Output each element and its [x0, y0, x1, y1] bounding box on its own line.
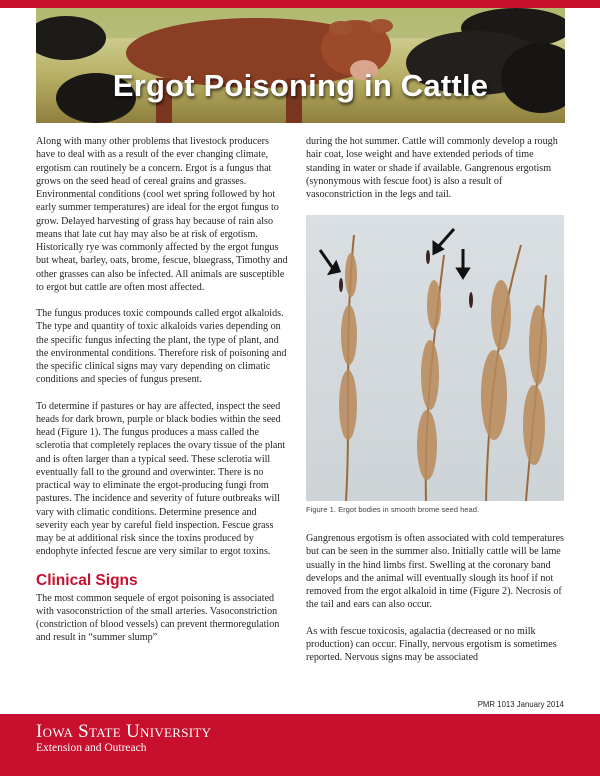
university-logo-text: Iowa State University [36, 721, 212, 742]
page-title: Ergot Poisoning in Cattle [112, 68, 489, 103]
intro-paragraph: Along with many other problems that livestock producers have to deal with as a result of the ever changing climate, ergotism can routinely be a concern. Ergot is a fungus that grows on the seed head of cereal grains and grasses. Environmental conditions (cool wet spring followed by hot early summer temperatures) are ideal for the ergot fungus to grow. Delayed harvesting of grass hay because of rain also means that late cut hay may also be at risk of ergotism. Historically rye was commonly affected by the ergot fungus but wheat, barley, oats, brome, fescue, bluegrass, Timothy and other grasses can also be infected. All animals are susceptible to ergot but cattle are often most affected. [36, 136, 288, 293]
top-accent-bar [0, 0, 600, 8]
inspection-paragraph: To determine if pastures or hay are affected, inspect the seed heads for dark brown, purple or black bodies within the seed head (Figure 1). The fungus produces a mass called the sclerotia that completely replaces the ovary tissue of the plant and is often larger than a typical seed. These sclerotia will eventually fall to the ground and overwinter. There is no practical way to eliminate the ergot-producing fungi from pastures. The incidence and severity of future outbreaks will vary with climatic conditions. Determine presence and severity each year by careful field inspection. Fescue grass may be at additional risk since the toxins produced by endophyte infected fescue are very similar to ergot toxins. [36, 400, 286, 558]
right-column-bottom [306, 532, 564, 677]
figure-1-caption: Figure 1. Ergot bodies in smooth brome seed head. [306, 505, 480, 514]
hero-banner [36, 8, 565, 123]
extension-outreach-text: Extension and Outreach [36, 742, 147, 754]
agalactia-paragraph: As with fescue toxicosis, agalactia (decreased or no milk production) can occur. Finally, nervous ergotism is sometimes reported. Nervous signs may be associated [306, 625, 557, 663]
brome-seed-head-photo [306, 215, 564, 501]
alkaloids-paragraph: The fungus produces toxic compounds called ergot alkaloids. The type and quantity of toxic alkaloids varies depending on the specific fungus infecting the plant, the type of plant, and the environmental conditions. Therefore risk of poisoning and the specific clinical signs may vary depending on climatic conditions and species of fungus present. [36, 308, 287, 386]
gangrenous-paragraph: Gangrenous ergotism is often associated with cold temperatures but can be seen in the summer also. Initially cattle will be lame usually in the hind limbs first. Swelling at the coronary band develops and the animal will eventually slough its hoof if not removed from the ergot alkaloid in time (Figure 2). Necrosis of the tail and ears can also occur. [306, 533, 564, 611]
clinical-signs-paragraph: The most common sequele of ergot poisoning is associated with vasoconstriction of the small arteries. Vasoconstriction (constriction of blood vessels) can prevent thermoregulation and result in “summer slump” [36, 592, 280, 644]
publication-code: PMR 1013 January 2014 [477, 700, 564, 709]
footer-bar [0, 714, 600, 776]
clinical-signs-heading: Clinical Signs [36, 571, 138, 589]
arrow-icons [320, 229, 468, 277]
right-column-top [306, 135, 564, 214]
cattle-photo [36, 8, 565, 123]
left-column [36, 135, 288, 658]
figure-1-image [306, 215, 564, 501]
hair-coat-paragraph: during the hot summer. Cattle will commonly develop a rough hair coat, lose weight and have extended periods of time standing in water or shade if available. Gangrenous ergotism (synonymous with fescue foot) is also a result of vasoconstriction in the legs and tail. [306, 136, 558, 200]
